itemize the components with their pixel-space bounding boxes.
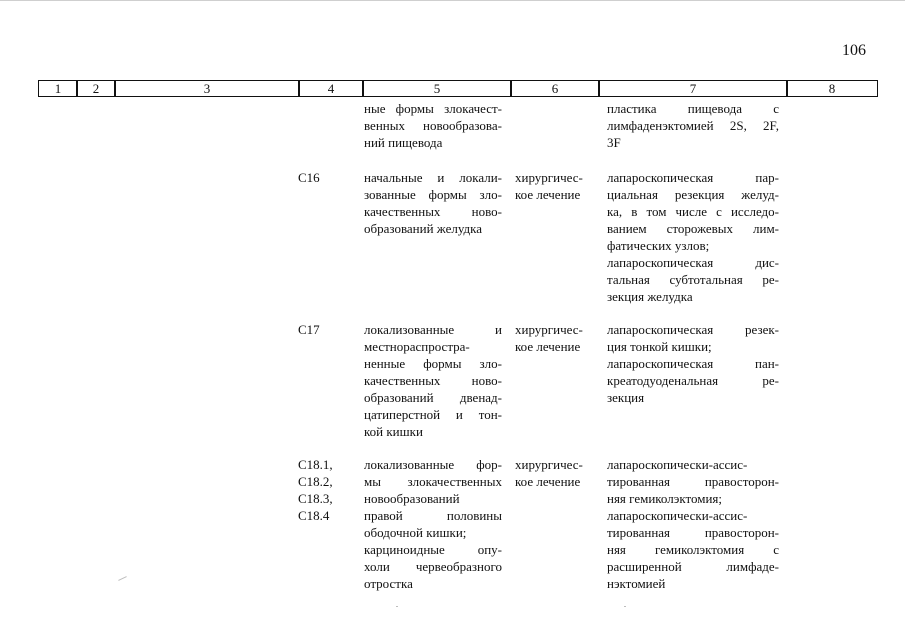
header-cell-3: 3 [114,80,300,97]
treatment-cell [515,169,597,203]
condition-line: правой половины [364,508,502,523]
method-line: циальная резекция желуд- [607,187,779,202]
method-line: пластика пищевода с [607,101,779,116]
header-cell-1: 1 [38,80,78,97]
condition-line: локализованные и [364,322,502,337]
method-line: тированная правосторон- [607,474,779,489]
method-line: няя гемиколэктомия; [607,491,723,506]
condition-cell [364,321,502,440]
condition-line: локализованные фор- [364,457,502,472]
method-line: креатодуоденальная ре- [607,373,779,388]
scan-artifact [624,606,626,607]
condition-line: цатиперстной и тон- [364,407,502,422]
method-line: фатических узлов; [607,238,710,253]
header-cell-2: 2 [76,80,116,97]
code-line: C18.2, [298,474,333,489]
condition-cell [364,100,502,151]
treatment-line: хирургичес- [515,170,583,185]
condition-cell [364,169,502,237]
condition-line: ненные формы зло- [364,356,502,371]
method-line: нэктомией [607,576,666,591]
code-line: C18.4 [298,508,330,523]
treatment-line: кое лечение [515,474,581,489]
method-line: тированная правосторон- [607,525,779,540]
method-line: няя гемиколэктомия с [607,542,779,557]
method-line: ция тонкой кишки; [607,339,712,354]
method-cell [607,321,779,406]
header-cell-6: 6 [510,80,600,97]
condition-line: венных новообразова- [364,118,502,133]
code-line: C18.1, [298,457,333,472]
top-rule [0,0,905,1]
condition-line: отростка [364,576,413,591]
method-line: лапароскопическая резек- [607,322,779,337]
method-line: лапароскопически-ассис- [607,457,748,472]
method-line: зекция [607,390,645,405]
condition-line: ний пищевода [364,135,443,150]
method-line: 3F [607,135,621,150]
condition-cell [364,456,502,592]
method-line: расширенной лимфаде- [607,559,779,574]
code-line: C16 [298,170,320,185]
treatment-line: хирургичес- [515,322,583,337]
code-cell [298,321,348,338]
treatment-cell [515,456,597,490]
condition-line: местнораспростра- [364,339,470,354]
condition-line: начальные и локали- [364,170,502,185]
treatment-line: кое лечение [515,187,581,202]
method-cell [607,169,779,305]
code-line: C17 [298,322,320,337]
header-cell-4: 4 [298,80,364,97]
code-cell [298,456,348,524]
method-line: лапароскопическая пар- [607,170,779,185]
treatment-line: хирургичес- [515,457,583,472]
method-line: тальная субтотальная ре- [607,272,779,287]
method-line: лапароскопическая пан- [607,356,779,371]
condition-line: образований желудка [364,221,483,236]
condition-line: качественных ново- [364,204,502,219]
header-cell-7: 7 [598,80,788,97]
code-cell [298,169,348,186]
scan-artifact [118,576,127,581]
method-line: лимфаденэктомией 2S, 2F, [607,118,779,133]
header-cell-8: 8 [786,80,878,97]
method-line: ванием сторожевых лим- [607,221,779,236]
condition-line: кой кишки [364,424,423,439]
condition-line: качественных ново- [364,373,502,388]
code-line: C18.3, [298,491,333,506]
method-line: зекция желудка [607,289,693,304]
header-cell-5: 5 [362,80,512,97]
method-line: ка, в том числе с исследо- [607,204,779,219]
method-cell [607,100,779,151]
method-line: лапароскопически-ассис- [607,508,748,523]
treatment-cell [515,321,597,355]
condition-line: холи червеобразного [364,559,502,574]
page-number: 106 [842,42,866,59]
condition-line: ободочной кишки; [364,525,467,540]
condition-line: образований двенад- [364,390,502,405]
method-cell [607,456,779,592]
condition-line: ные формы злокачест- [364,101,502,116]
method-line: лапароскопическая дис- [607,255,779,270]
treatment-line: кое лечение [515,339,581,354]
condition-line: новообразований [364,491,460,506]
scan-artifact [396,606,398,607]
table-header-row [38,80,878,97]
condition-line: мы злокачественных [364,474,502,489]
condition-line: карциноидные опу- [364,542,502,557]
condition-line: зованные формы зло- [364,187,502,202]
